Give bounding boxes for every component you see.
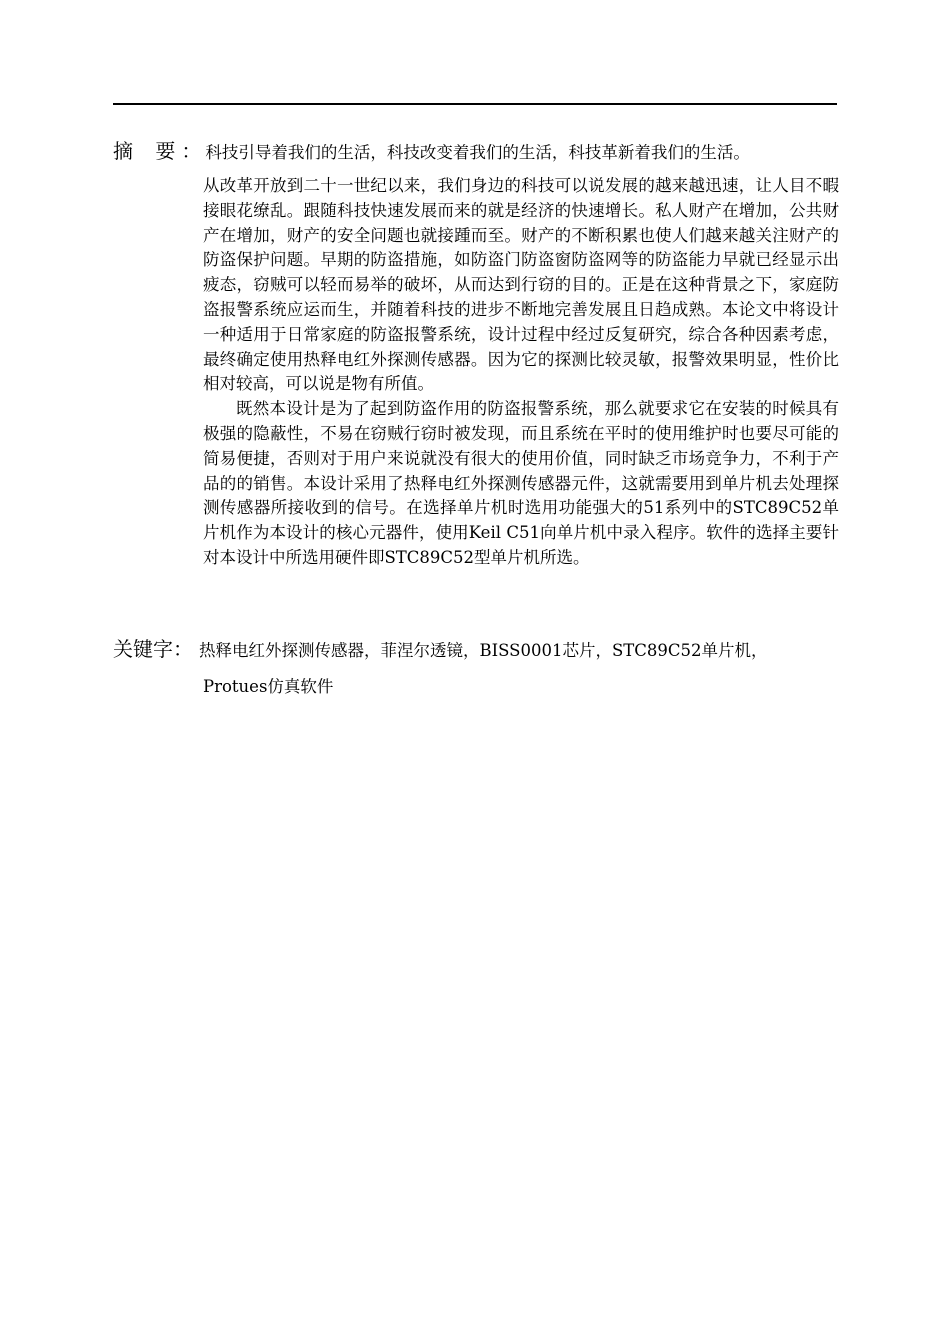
keywords-list-line-1: 热释电红外探测传感器，菲涅尔透镜，BISS0001芯片，STC89C52单片机， (199, 641, 768, 660)
abstract-body (203, 174, 839, 571)
abstract-label: 摘 要 (113, 139, 184, 163)
abstract-first-line: 科技引导着我们的生活，科技改变着我们的生活，科技革新着我们的生活。 (205, 143, 750, 162)
abstract-paragraph-1: 从改革开放到二十一世纪以来，我们身边的科技可以说发展的越来越迅速，让人目不暇接眼花缭乱。跟随科技快速发展而来的就是经济的快速增长。私人财产在增加，公共财产在增加，财产的安全问题也就接踵而至。财产的不断积累也使人们越来越关注财产的防盗保护问题。早期的防盗措施，如防盗门防盗窗防盗网等的防盗能力早就已经显示出疲态，窃贼可以轻而易举的破坏，从而达到行窃的目的。正是在这种背景之下，家庭防盗报警系统应运而生，并随着科技的进步不断地完善发展且日趋成熟。本论文中将设计一种适用于日常家庭的防盗报警系统，设计过程中经过反复研究，综合各种因素考虑，最终确定使用热释电红外探测传感器。因为它的探测比较灵敏，报警效果明显，性价比相对较高，可以说是物有所值。 (203, 176, 839, 394)
keywords-label: 关键字 (113, 637, 173, 661)
abstract-heading-line (113, 138, 853, 166)
keywords-line (113, 634, 853, 666)
keywords-colon: ： (173, 637, 193, 661)
header-rule (113, 103, 837, 105)
keywords-list-line-2: Protues仿真软件 (203, 677, 334, 696)
abstract-paragraph-2: 既然本设计是为了起到防盗作用的防盗报警系统，那么就要求它在安装的时候具有极强的隐蔽性，不易在窃贼行窃时被发现，而且系统在平时的使用维护时也要尽可能的简易便捷，否则对于用户来说就没有很大的使用价值，同时缺乏市场竞争力，不利于产品的的销售。本设计采用了热释电红外探测传感器元件，这就需要用到单片机去处理探测传感器所接收到的信号。在选择单片机时选用功能强大的51系列中的STC89C52单片机作为本设计的核心元器件，使用Keil C51向单片机中录入程序。软件的选择主要针对本设计中所选用硬件即STC89C52型单片机所选。 (203, 399, 839, 567)
abstract-colon: ： (181, 139, 202, 163)
